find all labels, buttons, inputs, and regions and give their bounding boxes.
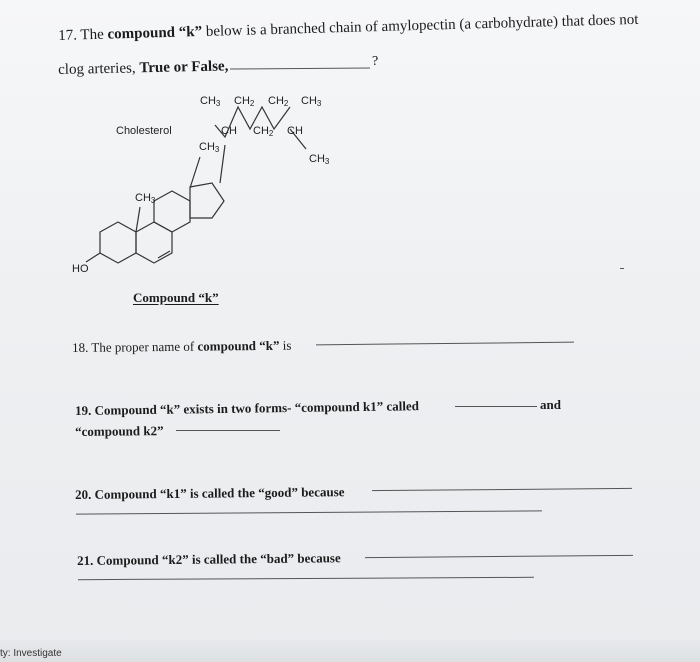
q21-answer-line-1[interactable] [365,555,633,558]
ring-d [190,183,224,218]
q21-text: 21. Compound “k2” is called the “bad” because [77,550,341,568]
q17-text-rest: below is a branched chain of amylopectin (a carbohydrate) that does not [201,11,639,40]
label-ch3-top-2: $CH_3$ [301,95,322,108]
label-cholesterol: Cholesterol [116,125,172,137]
q18-bold: compound “k” [197,337,280,354]
q17-bold: compound “k” [107,23,203,43]
q20-text: 20. Compound “k1” is called the “good” because [75,484,345,502]
q19-line2-text: “compound k2” [75,423,164,439]
question-17-line-1 [58,12,639,45]
label-ch3-ring: $CH_3$ [135,192,156,205]
q18-text: 18. The proper name of [72,338,198,355]
ring-a [100,222,136,263]
q18-text-end: is [279,337,292,353]
q21-answer-line-2[interactable] [78,577,534,580]
cholesterol-structure-diagram [60,85,360,285]
q17-text: The [76,26,108,44]
q19-answer-line-1[interactable] [455,406,537,407]
q19-and: and [540,397,561,412]
q17-answer-line[interactable] [230,68,370,70]
label-ch3-right: $CH_3$ [309,153,330,166]
q17-line2-text: clog arteries, [58,60,140,78]
question-21 [77,550,341,569]
q19-line1-text: 19. Compound “k” exists in two forms- “compound k1” called [75,398,420,418]
label-ch3-top-1: $CH_3$ [200,95,221,108]
ring-b [136,222,172,263]
label-ch3-angular: $CH_3$ [199,141,220,154]
label-ho: HO [72,263,89,275]
compound-k-label: Compound “k” [133,290,219,305]
footer-label: ty: Investigate [0,648,62,659]
label-ch-mid-1: CH [221,125,237,137]
bond-angular-methyl [190,157,200,188]
q20-answer-line-2[interactable] [76,510,542,514]
question-number: 17. [58,27,78,44]
question-19-line-1 [75,398,419,419]
bond-ring-methyl [136,207,140,232]
bond-hydroxyl [86,253,100,262]
question-19-line-2 [75,423,164,440]
label-ch2-top-1: $CH_2$ [234,95,255,108]
q18-answer-line[interactable] [316,342,574,346]
question-20 [75,484,345,503]
label-ch2-top-2: $CH_2$ [268,95,289,108]
dash-mark [620,268,624,269]
q17-line2-bold: True or False, [139,58,229,77]
question-18 [72,338,291,356]
q20-answer-line-1[interactable] [372,488,632,491]
q19-answer-line-2[interactable] [176,430,280,431]
bottom-strip [0,640,700,662]
label-ch-mid-2: CH [287,125,303,137]
bond-side-chain-1 [220,145,225,183]
label-ch2-mid: $CH_2$ [253,125,274,138]
q17-question-mark: ? [372,54,379,69]
ring-c [154,191,190,232]
question-17-line-2 [58,58,229,79]
